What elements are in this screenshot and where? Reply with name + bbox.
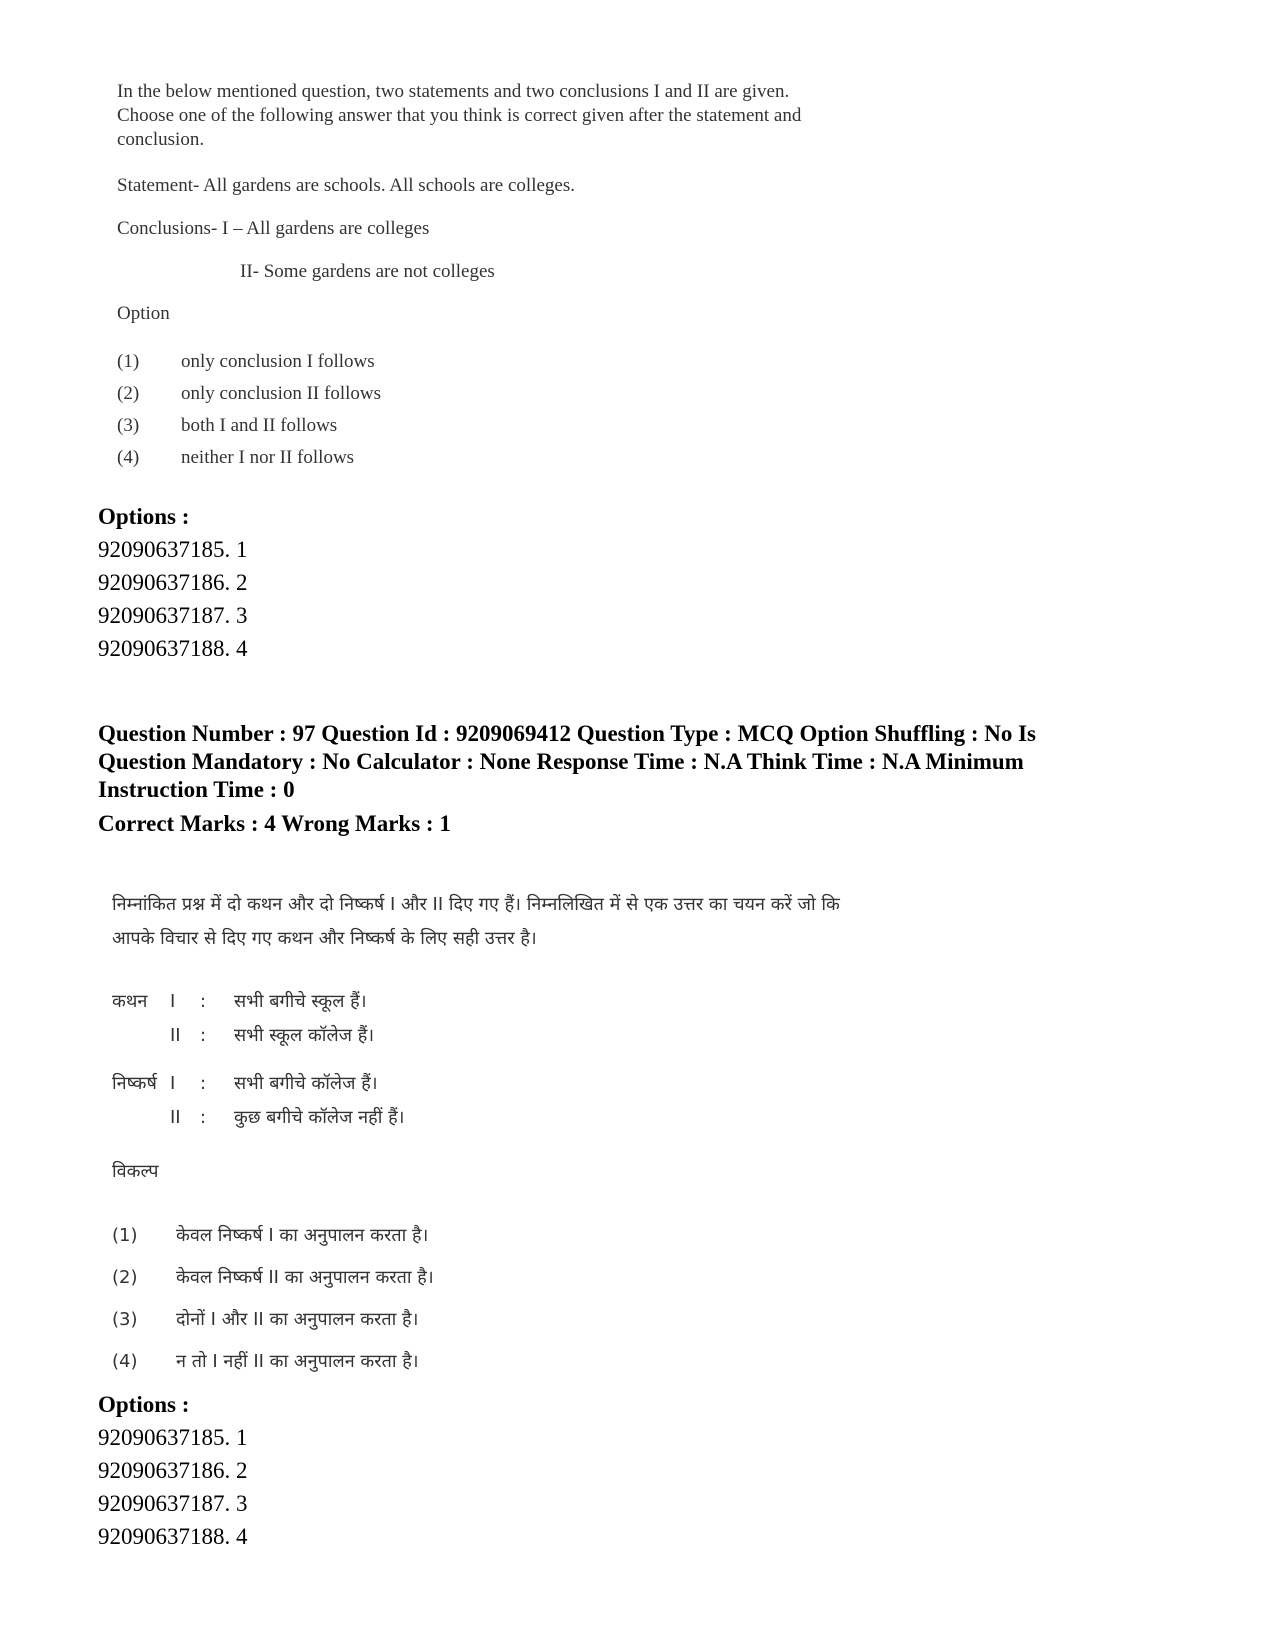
option-id-1: 92090637185. 1 <box>98 537 248 562</box>
conclusion-2-text <box>240 260 495 284</box>
option-number: (1) <box>117 351 140 372</box>
english-question-scan <box>117 80 1017 152</box>
hindi-option-4 <box>112 1341 434 1383</box>
option-text: न तो I नहीं II का अनुपालन करता है। <box>176 1351 419 1372</box>
statement-line: Statement- All gardens are schools. All schools are colleges. <box>117 175 575 196</box>
conclusion-1-line: Conclusions- I – All gardens are colleges <box>117 218 430 239</box>
english-option-3 <box>117 410 381 442</box>
statement-text: सभी स्कूल कॉलेज हैं। <box>234 1025 375 1046</box>
hindi-statement-1 <box>112 985 374 1019</box>
option-number: (4) <box>112 1351 138 1372</box>
option-id-4: 92090637188. 4 <box>98 1524 248 1549</box>
option-number: (1) <box>112 1225 138 1246</box>
option-text: दोनों I और II का अनुपालन करता है। <box>176 1309 419 1330</box>
colon: : <box>200 991 207 1012</box>
english-option-2 <box>117 378 381 410</box>
conclusion-text: कुछ बगीचे कॉलेज नहीं हैं। <box>234 1107 405 1128</box>
hindi-option-heading <box>112 1160 158 1184</box>
statement-text <box>117 174 575 198</box>
hindi-instruction-line-1: निम्नांकित प्रश्न में दो कथन और दो निष्कर्ष I और II दिए गए हैं। निम्नलिखित में से एक उत्तर का चयन करें जो कि <box>112 894 840 915</box>
option-heading <box>117 302 170 326</box>
option-id-3: 92090637187. 3 <box>98 1491 248 1516</box>
statement-num: I <box>170 991 176 1012</box>
hindi-options-list <box>112 1215 434 1383</box>
english-option-4 <box>117 442 381 474</box>
option-id-4: 92090637188. 4 <box>98 636 248 661</box>
hindi-question-scan <box>112 888 1112 956</box>
option-number: (4) <box>117 447 140 468</box>
options-block-1 <box>98 500 248 665</box>
option-id-2: 92090637186. 2 <box>98 1458 248 1483</box>
conclusion-label: निष्कर्ष <box>112 1073 157 1094</box>
meta-line-2: Question Mandatory : No Calculator : None Response Time : N.A Think Time : N.A Minimum <box>98 749 1024 774</box>
english-option-1 <box>117 346 381 378</box>
colon: : <box>200 1073 207 1094</box>
options-heading: Options : <box>98 1392 190 1417</box>
instruction-line-2: Choose one of the following answer that you think is correct given after the statement and <box>117 105 802 126</box>
statement-num: II <box>170 1025 181 1046</box>
option-number: (3) <box>112 1309 138 1330</box>
marks-line: Correct Marks : 4 Wrong Marks : 1 <box>98 811 451 836</box>
hindi-statements <box>112 985 374 1053</box>
english-options-list <box>117 346 381 474</box>
conclusion-num: II <box>170 1107 181 1128</box>
hindi-conclusions <box>112 1067 404 1135</box>
conclusion-2-line: II- Some gardens are not colleges <box>240 261 495 282</box>
conclusion-1-text <box>117 217 429 241</box>
option-id-1: 92090637185. 1 <box>98 1425 248 1450</box>
options-block-2 <box>98 1388 248 1553</box>
option-number: (2) <box>117 383 140 404</box>
hindi-option-2 <box>112 1257 434 1299</box>
conclusion-num: I <box>170 1073 176 1094</box>
colon: : <box>200 1025 207 1046</box>
option-id-3: 92090637187. 3 <box>98 603 248 628</box>
option-id-2: 92090637186. 2 <box>98 570 248 595</box>
option-number: (2) <box>112 1267 138 1288</box>
question-meta <box>98 720 1198 838</box>
hindi-option-1 <box>112 1215 434 1257</box>
colon: : <box>200 1107 207 1128</box>
hindi-option-heading-text: विकल्प <box>112 1161 159 1182</box>
options-heading: Options : <box>98 504 190 529</box>
option-text: केवल निष्कर्ष I का अनुपालन करता है। <box>176 1225 429 1246</box>
meta-line-3: Instruction Time : 0 <box>98 777 295 802</box>
hindi-conclusion-2 <box>112 1101 404 1135</box>
option-text: both I and II follows <box>181 415 338 436</box>
option-text: केवल निष्कर्ष II का अनुपालन करता है। <box>176 1267 434 1288</box>
option-text: only conclusion II follows <box>181 383 382 404</box>
hindi-option-3 <box>112 1299 434 1341</box>
statement-label: कथन <box>112 991 148 1012</box>
conclusion-text: सभी बगीचे कॉलेज हैं। <box>234 1073 378 1094</box>
statement-text: सभी बगीचे स्कूल हैं। <box>234 991 367 1012</box>
option-text: neither I nor II follows <box>181 447 355 468</box>
meta-line-1: Question Number : 97 Question Id : 9209069412 Question Type : MCQ Option Shuffling : No Is <box>98 721 1037 746</box>
option-text: only conclusion I follows <box>181 351 375 372</box>
option-heading-text: Option <box>117 303 170 324</box>
instruction-line-3: conclusion. <box>117 129 205 150</box>
instruction-line-1: In the below mentioned question, two statements and two conclusions I and II are given. <box>117 81 790 102</box>
hindi-conclusion-1 <box>112 1067 404 1101</box>
hindi-statement-2 <box>112 1019 374 1053</box>
hindi-instruction-line-2: आपके विचार से दिए गए कथन और निष्कर्ष के लिए सही उत्तर है। <box>112 928 537 949</box>
option-number: (3) <box>117 415 140 436</box>
